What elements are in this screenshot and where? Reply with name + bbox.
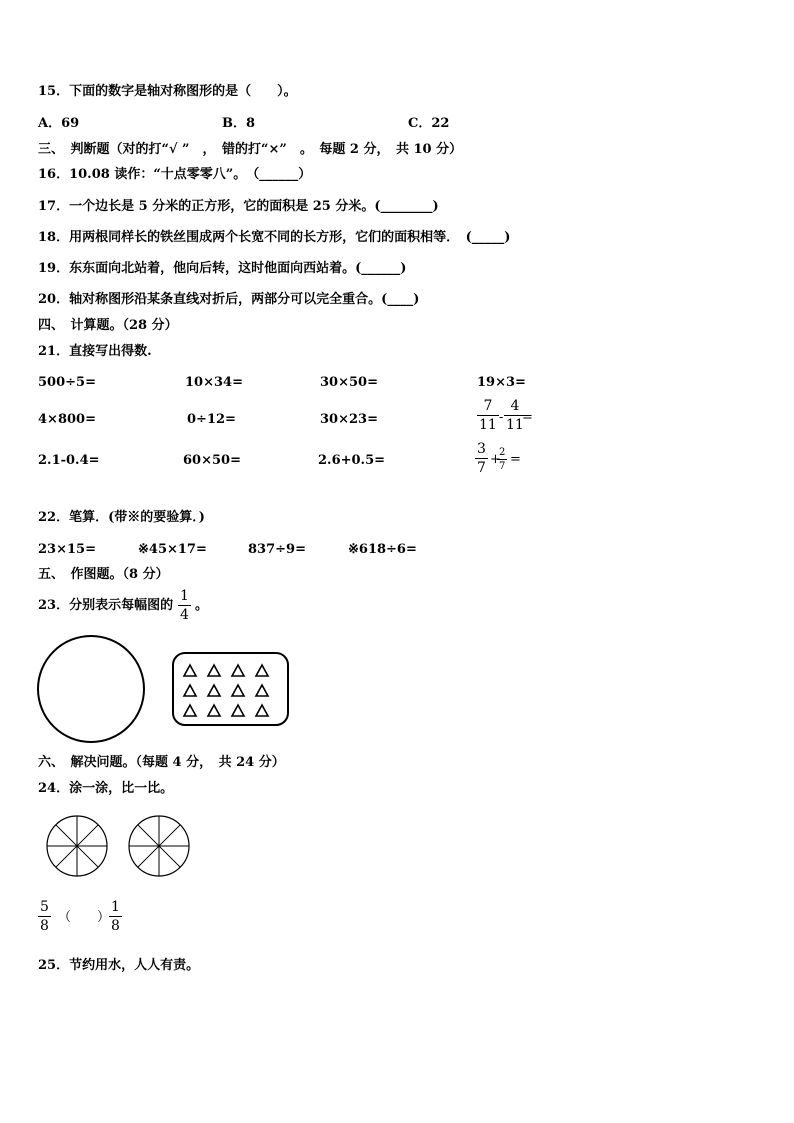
equals-sign: = <box>510 452 521 467</box>
q23-stem <box>38 598 173 614</box>
eighths-circle-left <box>44 813 112 881</box>
operator: - <box>499 410 504 425</box>
triangles-figure <box>170 650 292 728</box>
fraction: 7 11 <box>479 398 497 433</box>
judge-item-17: 17．一个边长是 5 分米的正方形，它的面积是 25 分米。(________) <box>38 199 439 214</box>
fraction: 2 7 <box>499 447 506 472</box>
fraction-five-eighths: 5 8 <box>40 899 49 934</box>
section-6-heading: 六、 解决问题。（每题 4 分， 共 24 分） <box>38 755 285 770</box>
circle-figure <box>34 634 152 746</box>
q21-stem: 21．直接写出得数. <box>38 344 152 359</box>
q25-stem: 25．节约用水，人人有责。 <box>38 958 200 973</box>
q15-option-c: C．22 <box>408 116 450 131</box>
judge-item-20: 20．轴对称图形沿某条直线对折后，两部分可以完全重合。(____) <box>38 292 420 307</box>
judge-item-18: 18．用两根同样长的铁丝围成两个长宽不同的长方形，它们的面积相等． (_____) <box>38 230 511 245</box>
fraction: 4 11 <box>506 398 524 433</box>
equals-sign: = <box>522 410 533 425</box>
eighths-circle-right <box>126 813 194 881</box>
calc-item: 23×15= <box>38 542 96 557</box>
q15-option-b: B．8 <box>222 116 256 131</box>
q23-stem-text: 23．分别表示每幅图的 <box>38 598 174 613</box>
calc-item: 2.1-0.4= <box>38 453 100 468</box>
calc-item: 500÷5= <box>38 375 96 390</box>
fraction-one-quarter: 1 4 <box>180 588 189 623</box>
calc-item: 4×800= <box>38 412 96 427</box>
calc-item: 837÷9= <box>248 542 306 557</box>
calc-item: 0÷12= <box>187 412 236 427</box>
calc-item: 60×50= <box>183 453 241 468</box>
fraction-one-eighth: 1 8 <box>111 899 120 934</box>
calc-item: 10×34= <box>185 375 243 390</box>
section-4-heading: 四、 计算题。（28 分） <box>38 318 178 333</box>
operator: + <box>490 452 501 467</box>
calc-item: ※618÷6= <box>348 542 417 557</box>
q15-option-a: A．69 <box>38 116 80 131</box>
q22-stem: 22．笔算．(带※的要验算．) <box>38 510 205 525</box>
compare-blank: （ ） <box>58 910 111 925</box>
calc-item: 30×23= <box>320 412 378 427</box>
q23-end-mark: 。 <box>195 598 209 613</box>
judge-item-16: 16．10.08 读作：“十点零零八”。 （______） <box>38 167 312 182</box>
q15-stem: 15．下面的数字是轴对称图形的是（ ）。 <box>38 84 297 99</box>
calc-item: 19×3= <box>477 375 526 390</box>
q24-stem: 24．涂一涂，比一比。 <box>38 781 174 796</box>
fraction: 3 7 <box>477 441 486 476</box>
calc-item: 2.6+0.5= <box>318 453 386 468</box>
judge-item-19: 19．东东面向北站着，他向后转，这时他面向西站着。(______) <box>38 261 407 276</box>
section-5-heading: 五、 作图题。（8 分） <box>38 567 169 582</box>
calc-item: 30×50= <box>320 375 378 390</box>
calc-item: ※45×17= <box>138 542 207 557</box>
section-3-heading: 三、 判断题（对的打“√ ” ， 错的打“×” 。 每题 2 分， 共 10 分） <box>38 142 463 157</box>
